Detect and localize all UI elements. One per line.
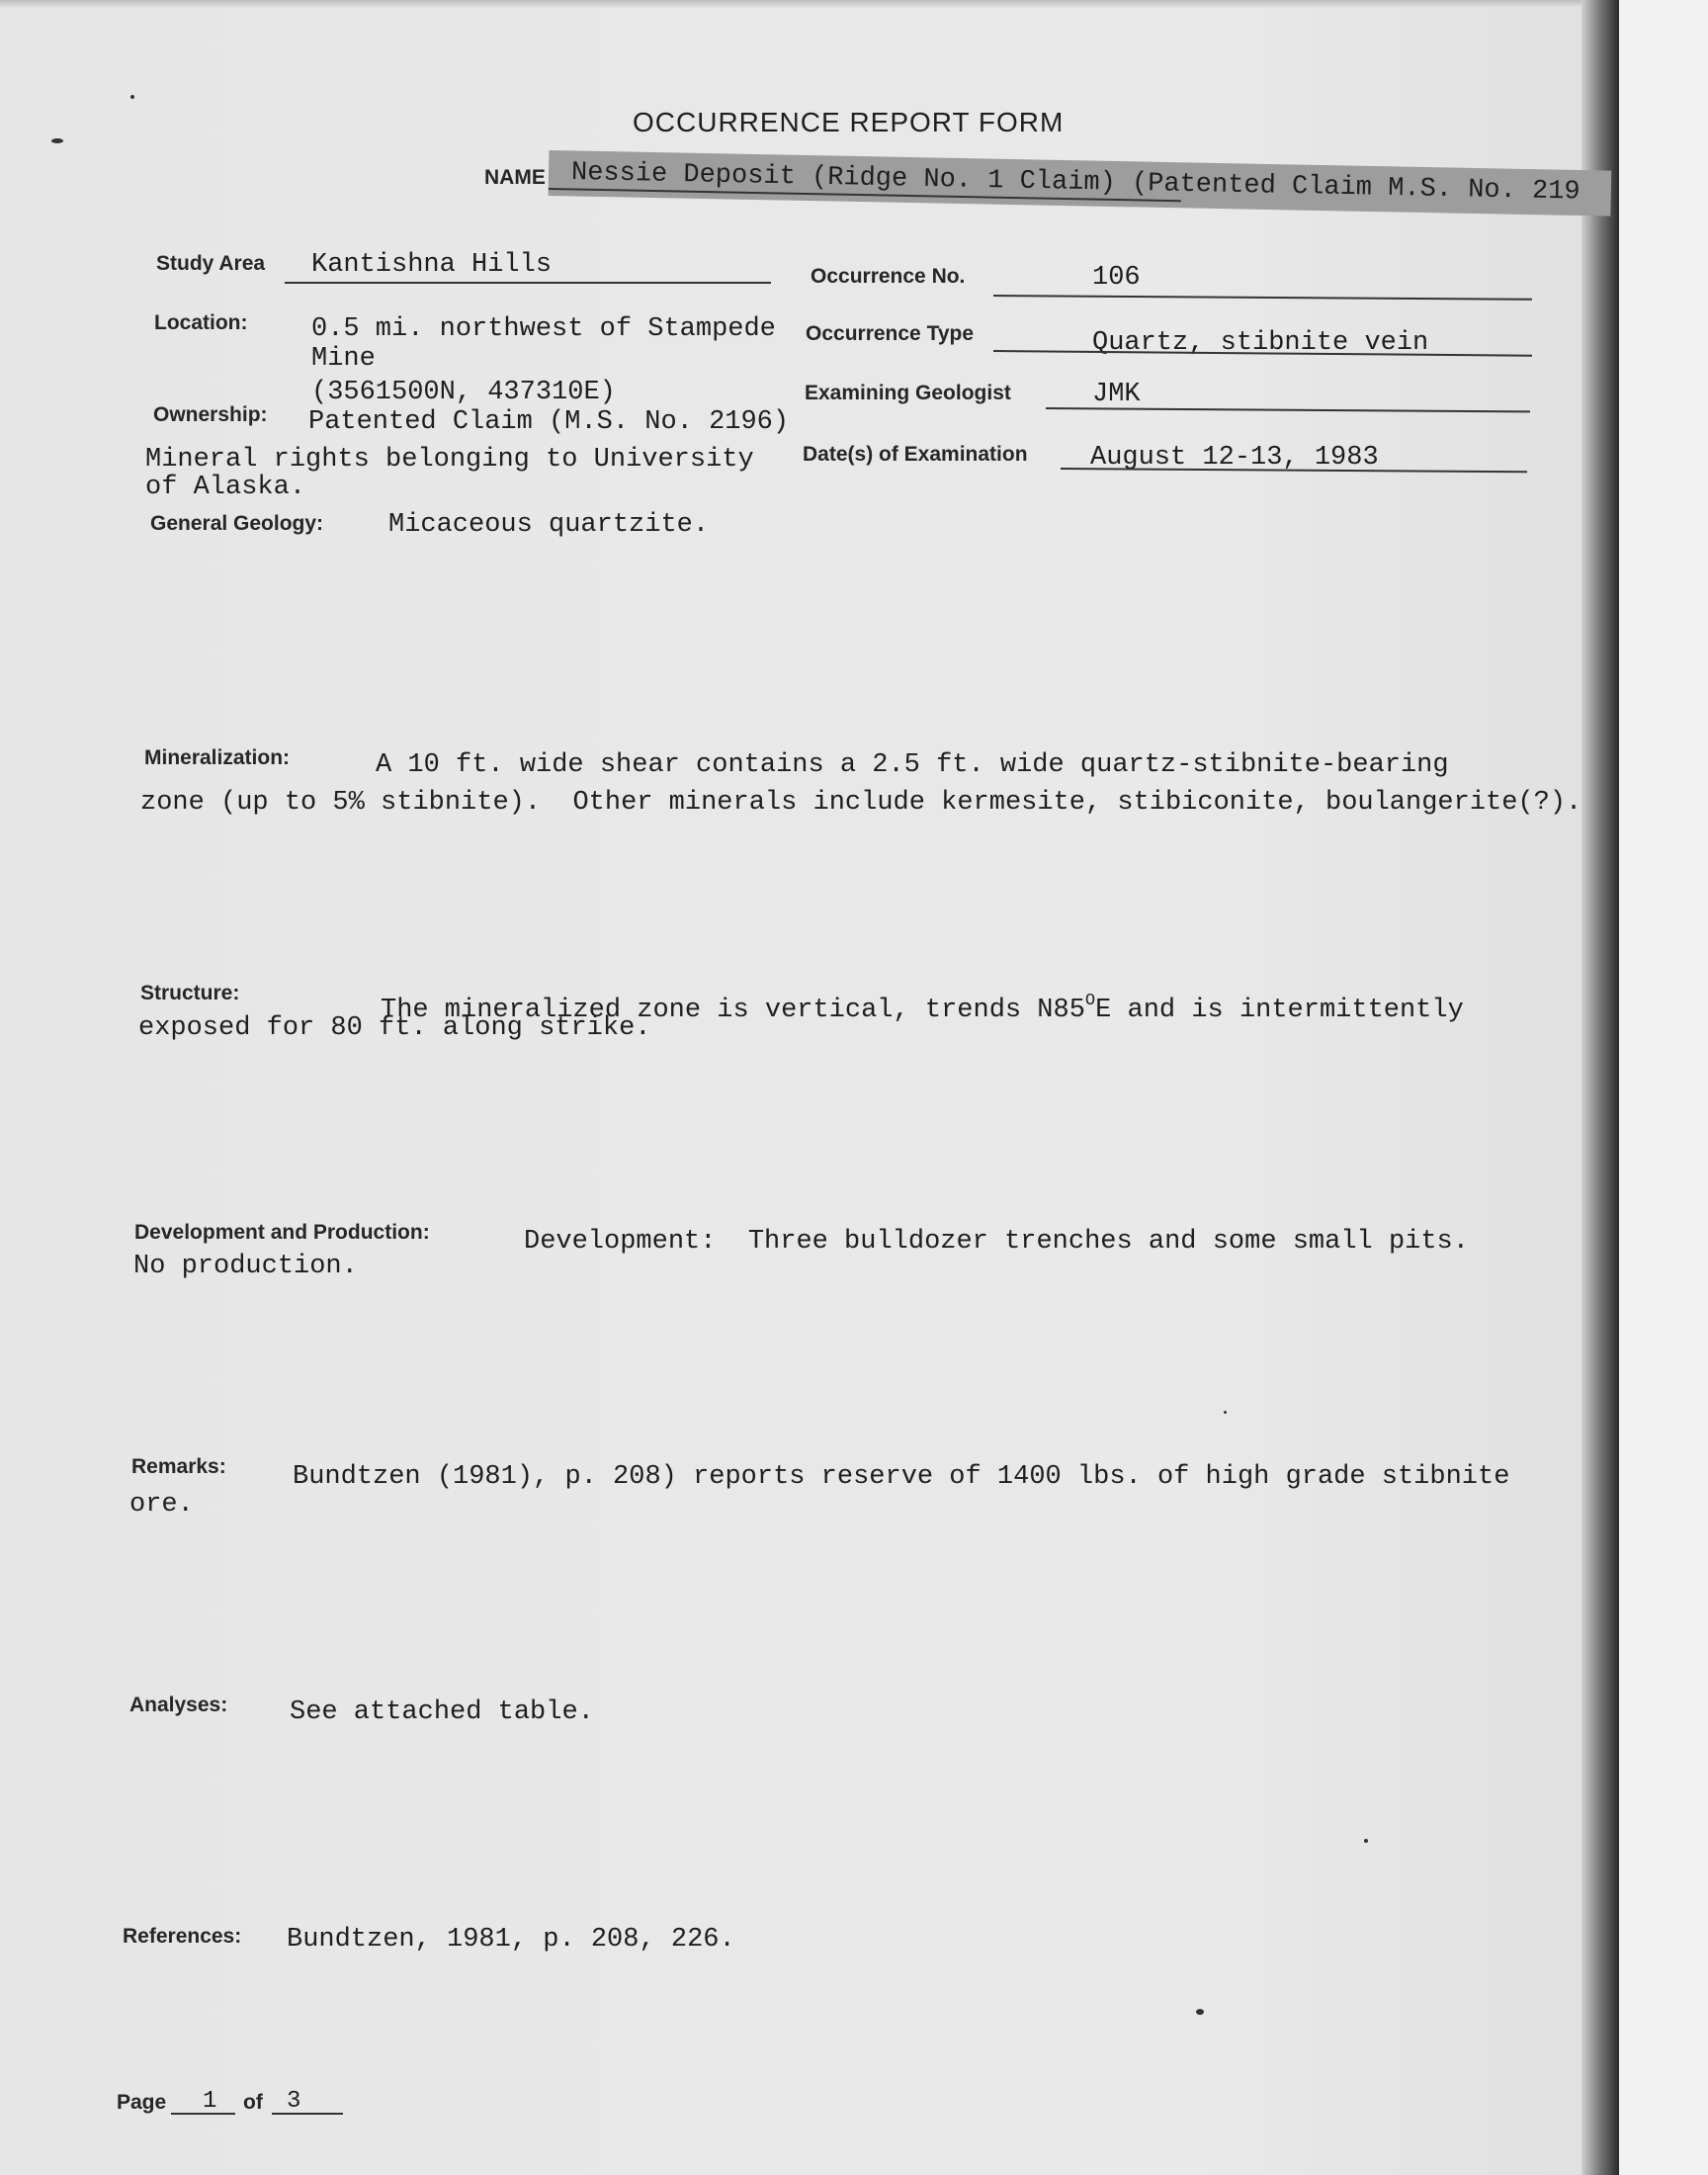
mineralization-line2: zone (up to 5% stibnite). Other minerals include kermesite, stibiconite, boulangerite(?). [140, 788, 1582, 818]
occurrence-no-label: Occurrence No. [811, 265, 966, 288]
page-of-label: of [243, 2091, 263, 2114]
page-label: Page [117, 2091, 167, 2114]
development-line1: Development: Three bulldozer trenches and some small pits. [524, 1227, 1469, 1257]
references-label: References: [123, 1925, 242, 1948]
scan-speck [1224, 1411, 1227, 1414]
structure-line1-b: E and is intermittently [1095, 996, 1464, 1025]
scan-speck [51, 138, 63, 143]
examining-geologist-value: JMK [1092, 380, 1141, 409]
page-number-underline [171, 2113, 235, 2115]
location-line1: 0.5 mi. northwest of Stampede [311, 314, 776, 344]
occurrence-type-value: Quartz, stibnite vein [1092, 328, 1429, 358]
scan-speck [130, 95, 134, 99]
scan-margin [1619, 0, 1708, 2175]
ownership-line3: of Alaska. [145, 473, 306, 502]
structure-line1-a: The mineralized zone is vertical, trends N85 [381, 996, 1085, 1025]
ownership-line2: Mineral rights belonging to University [145, 445, 754, 475]
study-area-underline [285, 282, 771, 284]
analyses-value: See attached table. [290, 1697, 594, 1727]
remarks-line2: ore. [129, 1490, 194, 1520]
location-label: Location: [154, 311, 248, 334]
scan-right-edge-shadow [1581, 0, 1619, 2175]
dates-value: August 12-13, 1983 [1090, 443, 1379, 473]
occurrence-type-label: Occurrence Type [806, 322, 975, 345]
development-line2: No production. [133, 1252, 358, 1281]
ownership-label: Ownership: [153, 403, 268, 426]
scan-top-shadow [0, 0, 1708, 8]
examining-geologist-label: Examining Geologist [805, 382, 1011, 404]
scan-speck [1196, 2009, 1204, 2015]
study-area-value: Kantishna Hills [311, 250, 553, 280]
dates-label: Date(s) of Examination [803, 443, 1028, 466]
structure-line2: exposed for 80 ft. along strike. [138, 1013, 651, 1043]
degree-symbol: O [1084, 992, 1096, 1010]
location-coordinates: (3561500N, 437310E) [311, 378, 616, 407]
general-geology-value: Micaceous quartzite. [388, 510, 710, 540]
page-total-underline [272, 2113, 343, 2115]
page-total: 3 [287, 2088, 301, 2115]
form-title: OCCURRENCE REPORT FORM [633, 107, 1065, 137]
mineralization-label: Mineralization: [144, 746, 291, 769]
study-area-label: Study Area [156, 252, 266, 275]
name-label: NAME [484, 166, 546, 189]
structure-label: Structure: [140, 982, 240, 1004]
development-label: Development and Production: [134, 1221, 430, 1244]
location-line2: Mine [311, 344, 376, 374]
page-number: 1 [203, 2088, 217, 2115]
general-geology-label: General Geology: [150, 512, 324, 535]
scan-speck [1364, 1839, 1368, 1843]
remarks-label: Remarks: [131, 1455, 226, 1478]
remarks-line1: Bundtzen (1981), p. 208) reports reserve of 1400 lbs. of high grade stibnite [293, 1462, 1510, 1492]
occurrence-no-value: 106 [1092, 263, 1141, 293]
name-value: Nessie Deposit (Ridge No. 1 Claim) (Patented Claim M.S. No. 219 [570, 158, 1580, 208]
mineralization-line1: A 10 ft. wide shear contains a 2.5 ft. wide quartz-stibnite-bearing [376, 750, 1449, 780]
analyses-label: Analyses: [129, 1694, 228, 1716]
ownership-line1: Patented Claim (M.S. No. 2196) [308, 407, 790, 437]
references-value: Bundtzen, 1981, p. 208, 226. [287, 1925, 735, 1955]
